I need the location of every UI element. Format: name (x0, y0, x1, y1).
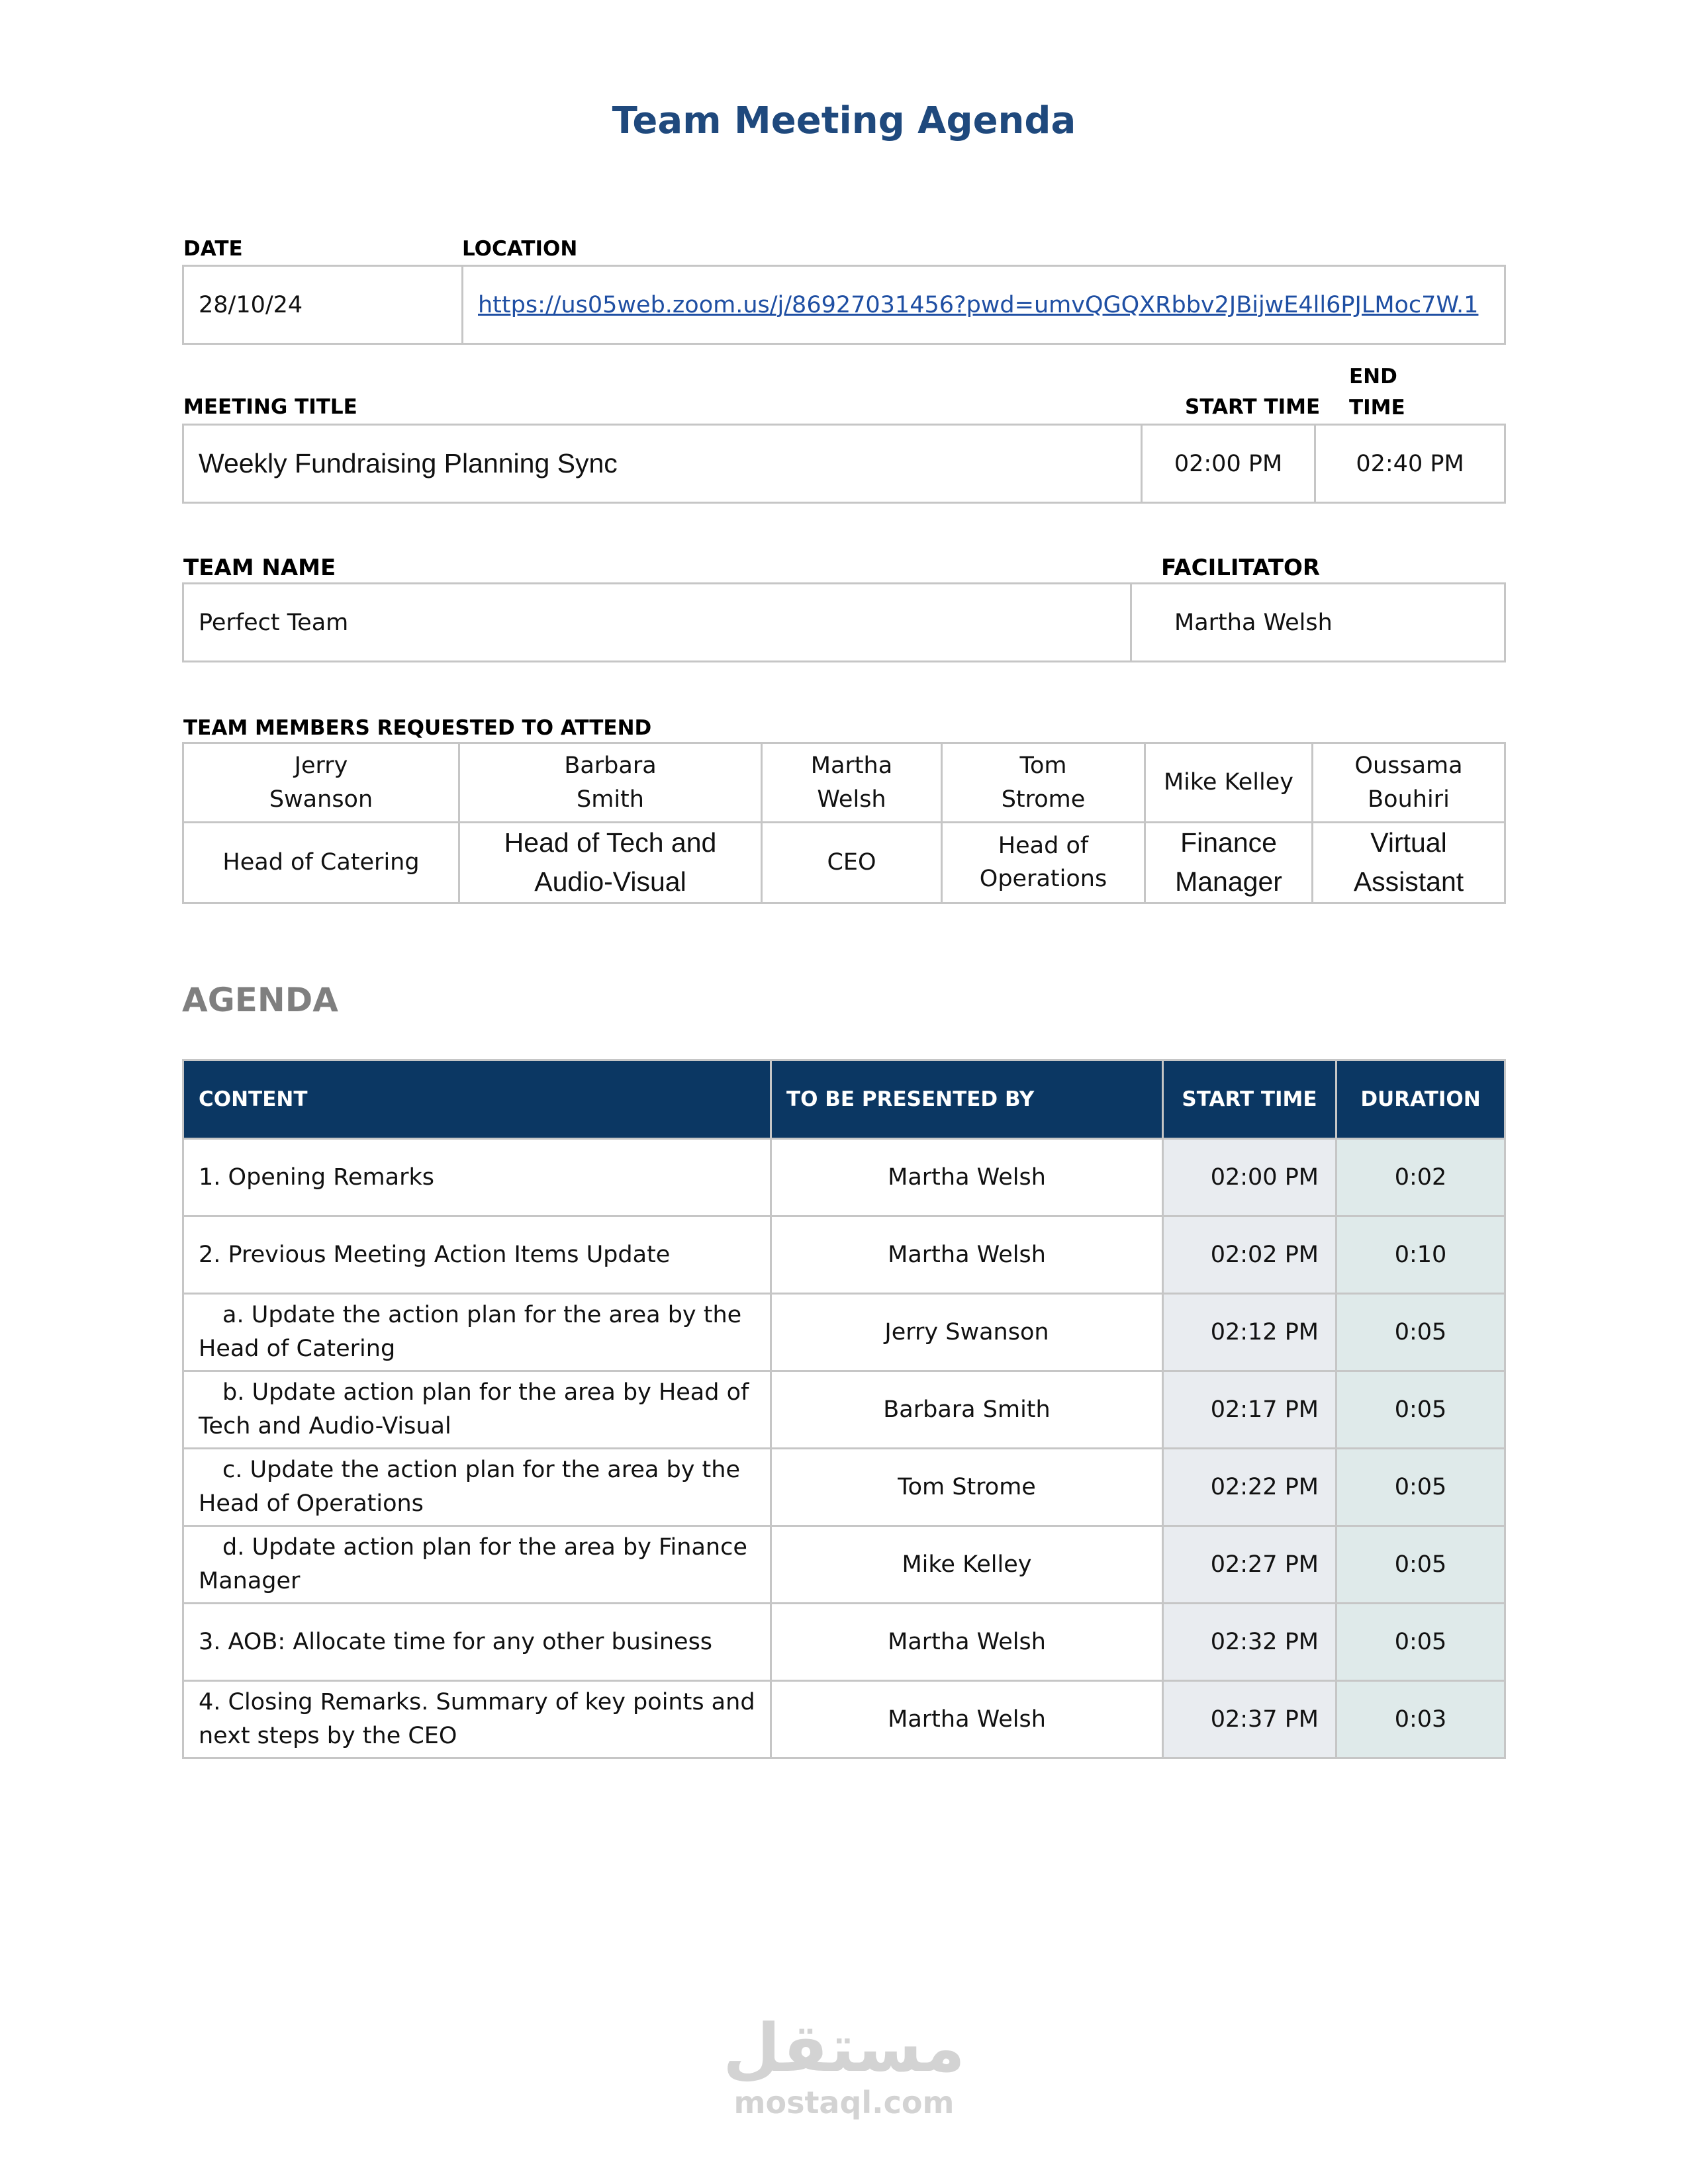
page-title: Team Meeting Agenda (612, 99, 1076, 142)
location-link[interactable]: https://us05web.zoom.us/j/86927031456?pwd=umvQGQXRbbv2JBijwE4ll6PJLMoc7W.1 (478, 291, 1479, 318)
end-time-label: END TIME (1349, 365, 1405, 420)
table-row (183, 1371, 1505, 1449)
table-row (183, 1449, 1505, 1526)
table-row (183, 1681, 1505, 1758)
agenda-duration: 0:05 (1336, 1294, 1505, 1371)
agenda-heading: AGENDA (182, 981, 338, 1019)
agenda-start: 02:12 PM (1163, 1294, 1336, 1371)
agenda-presenter: Tom Strome (771, 1449, 1163, 1526)
agenda-start: 02:22 PM (1163, 1449, 1336, 1526)
agenda-start: 02:27 PM (1163, 1526, 1336, 1604)
agenda-duration: 0:03 (1336, 1681, 1505, 1758)
start-time-label: START TIME (1185, 395, 1321, 419)
member-role: Finance Manager (1145, 823, 1313, 903)
agenda-start: 02:17 PM (1163, 1371, 1336, 1449)
member-name: Mike Kelley (1145, 743, 1313, 823)
end-time-value: 02:40 PM (1315, 425, 1505, 503)
agenda-start: 02:32 PM (1163, 1604, 1336, 1681)
watermark-text: mostaql.com (733, 2085, 955, 2120)
member-role: Head of Operations (942, 823, 1145, 903)
member-role: Head of Tech and Audio-Visual (459, 823, 762, 903)
agenda-start: 02:02 PM (1163, 1216, 1336, 1294)
date-location-table (182, 265, 1506, 345)
agenda-content: 4. Closing Remarks. Summary of key points and next steps by the CEO (183, 1681, 771, 1758)
agenda-presenter: Martha Welsh (771, 1139, 1163, 1216)
member-role: CEO (762, 823, 942, 903)
member-name: Oussama Bouhiri (1313, 743, 1505, 823)
agenda-content: c. Update the action plan for the area by the Head of Operations (183, 1449, 771, 1526)
agenda-presenter: Jerry Swanson (771, 1294, 1163, 1371)
agenda-content: b. Update action plan for the area by Head of Tech and Audio-Visual (183, 1371, 771, 1449)
agenda-presenter: Mike Kelley (771, 1526, 1163, 1604)
member-role: Head of Catering (183, 823, 459, 903)
member-name: Martha Welsh (762, 743, 942, 823)
team-name-label: TEAM NAME (183, 555, 336, 581)
agenda-content: 3. AOB: Allocate time for any other business (183, 1604, 771, 1681)
watermark-logo: مستقل (723, 2009, 965, 2087)
meeting-title-value: Weekly Fundraising Planning Sync (183, 425, 1142, 503)
agenda-presenter: Barbara Smith (771, 1371, 1163, 1449)
agenda-header-duration: DURATION (1336, 1060, 1505, 1139)
agenda-start: 02:37 PM (1163, 1681, 1336, 1758)
agenda-header-content: CONTENT (183, 1060, 771, 1139)
agenda-duration: 0:05 (1336, 1604, 1505, 1681)
agenda-start: 02:00 PM (1163, 1139, 1336, 1216)
agenda-presenter: Martha Welsh (771, 1604, 1163, 1681)
agenda-duration: 0:02 (1336, 1139, 1505, 1216)
agenda-content: a. Update the action plan for the area by the Head of Catering (183, 1294, 771, 1371)
table-row (183, 1139, 1505, 1216)
location-cell (463, 266, 1505, 344)
date-label: DATE (183, 237, 243, 261)
table-row (183, 1526, 1505, 1604)
members-label: TEAM MEMBERS REQUESTED TO ATTEND (183, 716, 652, 740)
facilitator-value: Martha Welsh (1131, 584, 1505, 662)
agenda-header-presenter: TO BE PRESENTED BY (771, 1060, 1163, 1139)
agenda-duration: 0:05 (1336, 1526, 1505, 1604)
agenda-presenter: Martha Welsh (771, 1216, 1163, 1294)
agenda-content: 1. Opening Remarks (183, 1139, 771, 1216)
table-row (183, 1216, 1505, 1294)
team-name-value: Perfect Team (183, 584, 1131, 662)
date-value: 28/10/24 (183, 266, 463, 344)
agenda-table (182, 1059, 1506, 1759)
location-label: LOCATION (462, 237, 578, 261)
table-row (183, 1604, 1505, 1681)
agenda-presenter: Martha Welsh (771, 1681, 1163, 1758)
meeting-title-label: MEETING TITLE (183, 395, 357, 419)
members-table (182, 742, 1506, 904)
agenda-content: 2. Previous Meeting Action Items Update (183, 1216, 771, 1294)
facilitator-label: FACILITATOR (1161, 555, 1321, 581)
table-row (183, 1294, 1505, 1371)
member-role: Virtual Assistant (1313, 823, 1505, 903)
member-name: Jerry Swanson (183, 743, 459, 823)
agenda-header-start: START TIME (1163, 1060, 1336, 1139)
agenda-duration: 0:10 (1336, 1216, 1505, 1294)
agenda-duration: 0:05 (1336, 1371, 1505, 1449)
meeting-table (182, 424, 1506, 504)
team-table (182, 582, 1506, 662)
member-name: Barbara Smith (459, 743, 762, 823)
agenda-content: d. Update action plan for the area by Finance Manager (183, 1526, 771, 1604)
start-time-value: 02:00 PM (1142, 425, 1315, 503)
member-name: Tom Strome (942, 743, 1145, 823)
agenda-duration: 0:05 (1336, 1449, 1505, 1526)
